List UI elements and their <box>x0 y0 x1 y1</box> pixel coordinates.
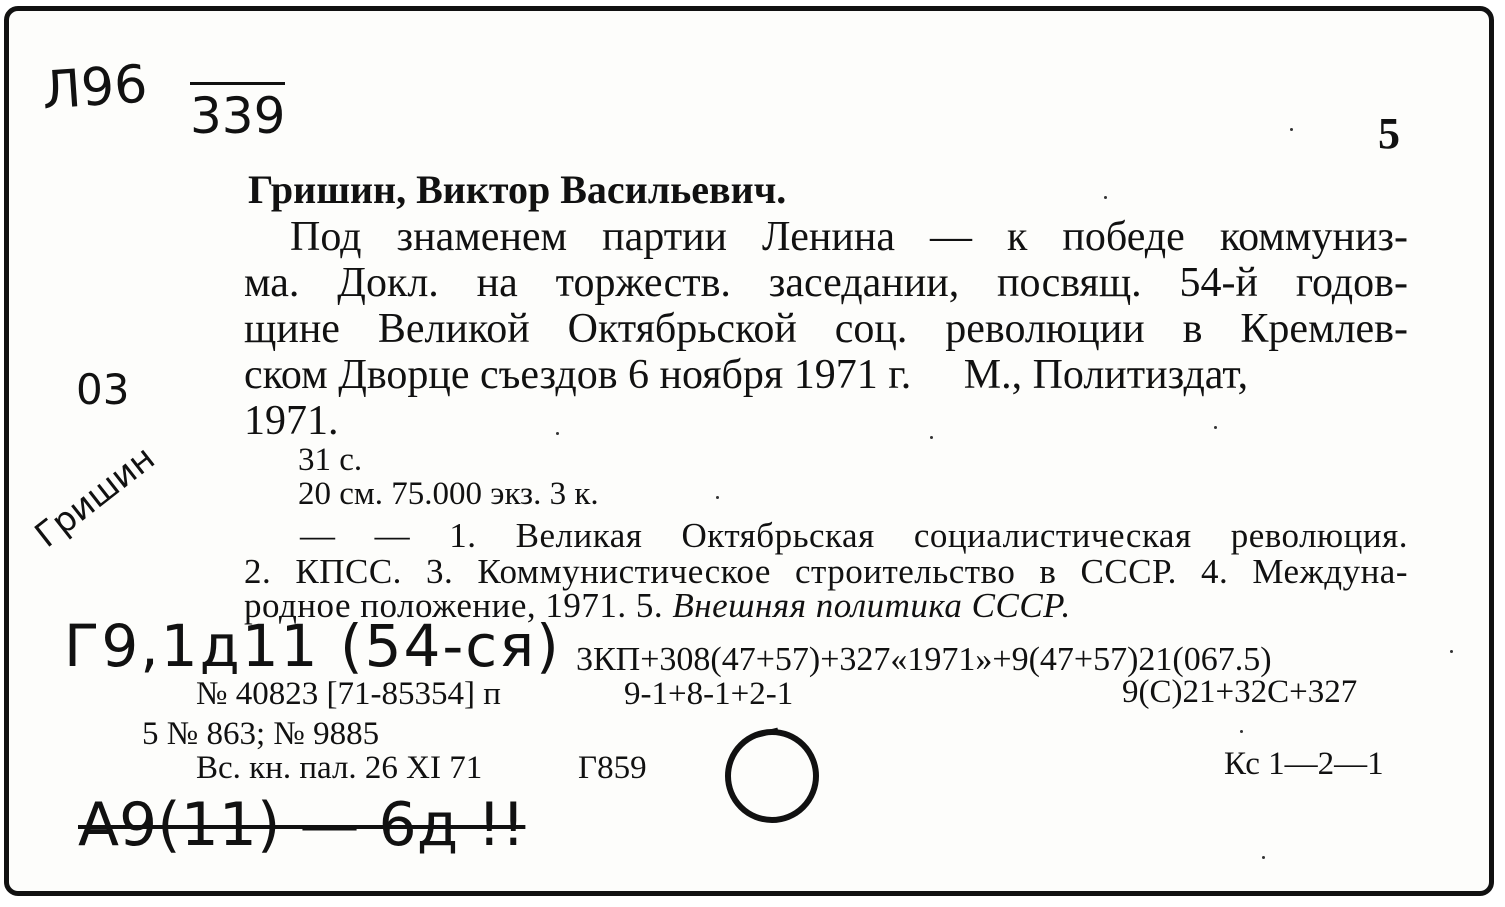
kc-code: Кс 1—2—1 <box>1224 746 1384 782</box>
speck <box>556 432 559 435</box>
handwritten-classification: Г9,1д11 (54-ся) <box>64 612 561 680</box>
subjects-line-3 <box>244 588 1071 624</box>
speck <box>930 436 933 439</box>
speck <box>1450 650 1453 653</box>
code-right: 9(С)21+32С+327 <box>1122 674 1358 710</box>
speck <box>716 496 719 499</box>
subjects-line-3-text: родное положение, 1971. 5. <box>244 586 673 625</box>
speck <box>1262 856 1265 859</box>
format-copies-price: 20 см. 75.000 экз. 3 к. <box>298 476 599 512</box>
card-number: 5 <box>1378 109 1400 158</box>
speck <box>1214 426 1217 429</box>
title-line-2: ма. Докл. на торжеств. заседании, посвящ. 54-й годов- <box>244 260 1408 306</box>
code-middle: 9-1+8-1+2-1 <box>624 676 794 712</box>
circle-mark <box>720 722 824 826</box>
stamp-code: Г859 <box>578 750 647 786</box>
title-line-5: 1971. <box>244 398 339 444</box>
copies-numbers: 5 № 863; № 9885 <box>142 716 380 752</box>
speck <box>1290 128 1293 131</box>
handwritten-fraction: 339 <box>190 82 285 145</box>
handwritten-margin-note: 03 <box>76 365 130 414</box>
classification-code: 3КП+308(47+57)+327«1971»+9(47+57)21(067.5) <box>576 641 1272 678</box>
title-line-3: щине Великой Октябрьской соц. революции в Кремлев- <box>244 306 1408 352</box>
book-chamber: Вс. кн. пал. 26 XI 71 <box>196 750 483 786</box>
subjects-line-2: 2. КПСС. 3. Коммунистическое строительство в СССР. 4. Междуна- <box>244 552 1408 591</box>
title-line-1: Под знаменем партии Ленина — к победе коммуниз- <box>290 214 1408 260</box>
author-heading: Гришин, Виктор Васильевич. <box>248 167 787 212</box>
foreign-policy-subject: Внешняя политика СССР. <box>672 586 1071 625</box>
handwritten-code: Л96 <box>40 54 150 122</box>
handwritten-struck-note: А9(11) — 6д !! <box>78 790 526 860</box>
handwritten-diagonal-note: Гришин <box>27 438 163 556</box>
subjects-line-1: — — 1. Великая Октябрьская социалистическая революция. <box>300 516 1408 555</box>
title-line-4: ском Дворце съездов 6 ноября 1971 г. М., Политиздат, <box>244 352 1249 398</box>
speck <box>1240 730 1243 733</box>
pages: 31 с. <box>298 442 363 478</box>
speck <box>1104 196 1107 199</box>
registration-number: № 40823 [71-85354] п <box>196 676 501 712</box>
